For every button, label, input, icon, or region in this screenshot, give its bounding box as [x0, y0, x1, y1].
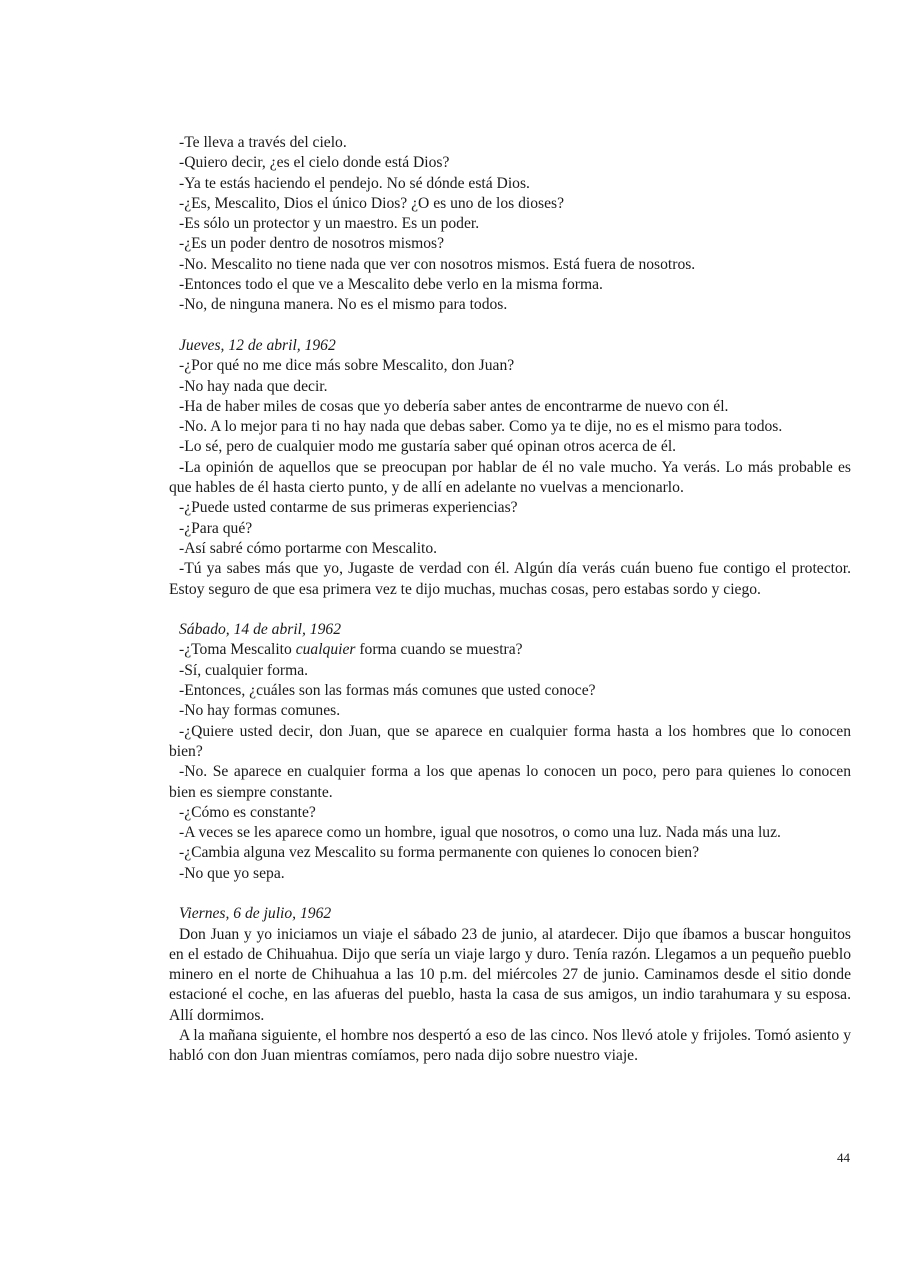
paragraph: -Así sabré cómo portarme con Mescalito. [179, 539, 438, 557]
paragraph [169, 640, 851, 660]
paragraph: -¿Es un poder dentro de nosotros mismos? [179, 235, 445, 253]
paragraph: -La opinión de aquellos que se preocupan por hablar de él no vale mucho. Ya verás. Lo más probable es que hables de él hasta cierto punto, y de allí en adelante no vuelvas a mencionarlo. [169, 458, 851, 497]
diary-entry-viernes [169, 904, 851, 1066]
paragraph: -Entonces todo el que ve a Mescalito debe verlo en la misma forma. [179, 276, 603, 294]
diary-entry-jueves [169, 336, 851, 600]
entry-date: Viernes, 6 de julio, 1962 [179, 905, 332, 923]
entry-date: Sábado, 14 de abril, 1962 [179, 621, 341, 639]
diary-entry-sabado [169, 620, 851, 884]
entry-date: Jueves, 12 de abril, 1962 [179, 336, 336, 354]
dialogue-section-1 [169, 133, 851, 316]
paragraph: -No. A lo mejor para ti no hay nada que debas saber. Como ya te dije, no es el mismo para todos. [179, 418, 783, 436]
paragraph: -No, de ninguna manera. No es el mismo para todos. [179, 296, 508, 314]
paragraph: -Quiero decir, ¿es el cielo donde está Dios? [179, 154, 450, 172]
paragraph: -Lo sé, pero de cualquier modo me gustaría saber qué opinan otros acerca de él. [179, 438, 677, 456]
paragraph: -Ha de haber miles de cosas que yo debería saber antes de encontrarme de nuevo con él. [179, 397, 729, 415]
paragraph: -Ya te estás haciendo el pendejo. No sé dónde está Dios. [179, 174, 530, 192]
paragraph: Don Juan y yo iniciamos un viaje el sábado 23 de junio, al atardecer. Dijo que íbamos a buscar honguitos en el estado de Chihuahua. Dijo que sería un viaje largo y duro. Tenía razón. Llegamos a un pequeño pueblo minero en el norte de Chihuahua a las 10 p.m. del miércoles 27 de junio. Caminamos desde el sitio donde estacioné el coche, en las afueras del pueblo, hasta la casa de sus amigos, un indio tarahumara y su esposa. Allí dormimos. [169, 925, 851, 1024]
paragraph: -No que yo sepa. [179, 864, 285, 882]
paragraph: -Entonces, ¿cuáles son las formas más comunes que usted conoce? [179, 682, 596, 700]
paragraph: -¿Puede usted contarme de sus primeras experiencias? [179, 499, 518, 517]
page-number: 44 [837, 1150, 850, 1165]
paragraph: -¿Quiere usted decir, don Juan, que se aparece en cualquier forma hasta a los hombres que lo conocen bien? [169, 722, 851, 760]
emphasized-word: cualquier [295, 641, 356, 659]
paragraph: -Tú ya sabes más que yo, Jugaste de verdad con él. Algún día verás cuán bueno fue contigo el protector. Estoy seguro de que esa primera vez te dijo muchas, muchas cosas, pero estabas sordo y ciego. [169, 560, 851, 598]
paragraph: -No hay nada que decir. [179, 377, 328, 395]
paragraph: -Sí, cualquier forma. [179, 661, 309, 679]
paragraph: -No. Mescalito no tiene nada que ver con nosotros mismos. Está fuera de nosotros. [179, 255, 696, 273]
paragraph: -Es sólo un protector y un maestro. Es un poder. [179, 215, 480, 233]
text-segment: forma cuando se muestra? [355, 641, 523, 659]
page-body [169, 133, 851, 1067]
paragraph: -No hay formas comunes. [179, 702, 341, 720]
paragraph: -¿Cambia alguna vez Mescalito su forma permanente con quienes lo conocen bien? [179, 844, 700, 862]
paragraph: -No. Se aparece en cualquier forma a los que apenas lo conocen un poco, pero para quienes lo conocen bien es siempre constante. [169, 763, 851, 801]
paragraph: A la mañana siguiente, el hombre nos despertó a eso de las cinco. Nos llevó atole y frijoles. Tomó asiento y habló con don Juan mientras comíamos, pero nada dijo sobre nuestro viaje. [169, 1027, 851, 1065]
paragraph: -A veces se les aparece como un hombre, igual que nosotros, o como una luz. Nada más una luz. [179, 824, 781, 842]
paragraph: -¿Por qué no me dice más sobre Mescalito, don Juan? [179, 357, 515, 375]
text-segment: -¿Toma Mescalito [179, 641, 296, 659]
paragraph: -¿Para qué? [179, 519, 253, 537]
paragraph: -¿Es, Mescalito, Dios el único Dios? ¿O es uno de los dioses? [179, 194, 565, 212]
paragraph: -¿Cómo es constante? [179, 803, 316, 821]
paragraph: -Te lleva a través del cielo. [179, 134, 347, 151]
